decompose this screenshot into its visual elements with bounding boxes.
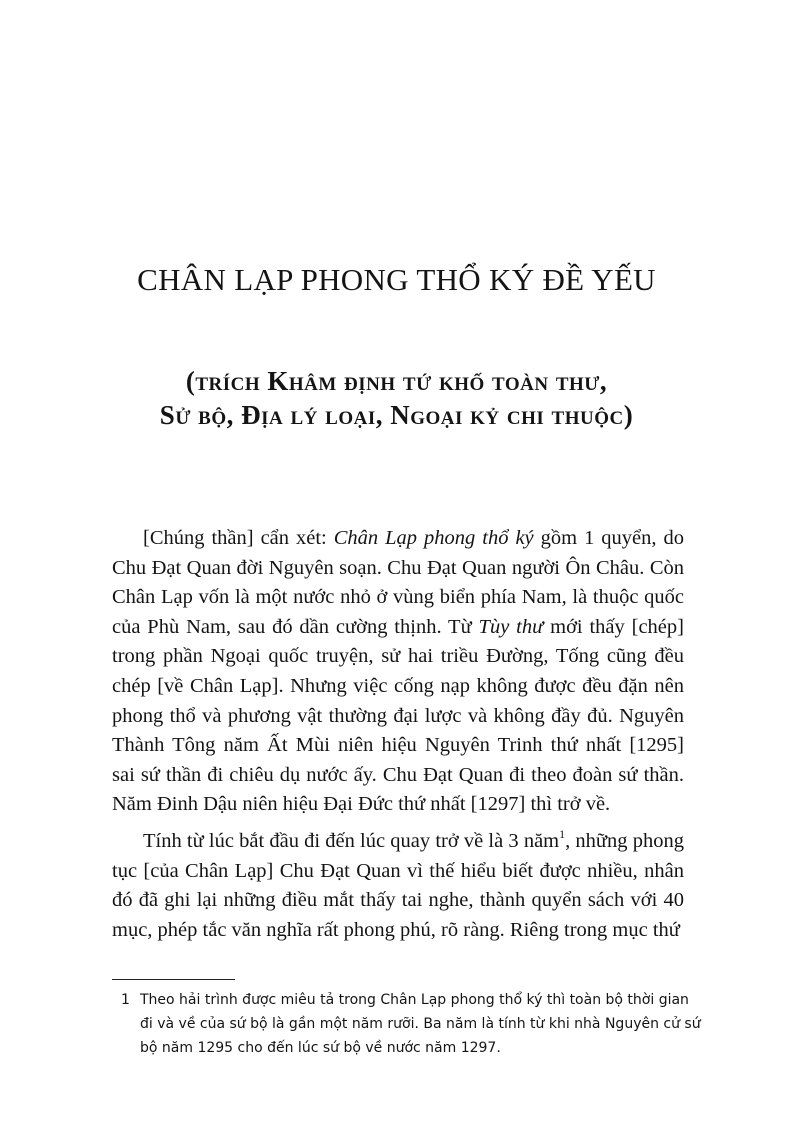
text-run: Chân Lạp vốn là một nước nhỏ ở vùng biển phía Nam, là thuộc quốc bbox=[112, 586, 684, 609]
text-run: của Phù Nam, sau đó dần cường thịnh. Từ bbox=[112, 615, 479, 638]
text-run: đó đã ghi lại những điều mắt thấy tai nghe, thành quyển sách với 40 bbox=[112, 889, 684, 912]
footnote-line: Theo hải trình được miêu tả trong Chân Lạp phong thổ ký thì toàn bộ thời gian bbox=[140, 992, 689, 1008]
paragraph-line bbox=[112, 613, 684, 643]
footnote-divider bbox=[112, 979, 235, 980]
italic-title: Tùy thư bbox=[478, 615, 544, 638]
italic-title: Chân Lạp phong thổ ký bbox=[333, 527, 534, 549]
paragraph-line bbox=[112, 583, 684, 613]
paragraph-line bbox=[112, 702, 684, 732]
footnote-line: bộ năm 1295 cho đến lúc sứ bộ về nước năm 1297. bbox=[140, 1040, 501, 1056]
paragraph-line bbox=[112, 672, 684, 702]
paragraph-line bbox=[112, 886, 684, 916]
text-run: gồm 1 quyển, do bbox=[533, 527, 685, 549]
footnote-number: 1 bbox=[121, 992, 130, 1008]
paragraph-line bbox=[112, 524, 684, 554]
text-run: trong phần Ngoại quốc truyện, sử hai triều Đường, Tống cũng đều bbox=[112, 645, 684, 668]
paragraph-line bbox=[112, 857, 684, 887]
text-run: chép [về Chân Lạp]. Nhưng việc cống nạp không được đều đặn nên bbox=[112, 674, 684, 697]
paragraph-line bbox=[112, 916, 684, 946]
paragraph-line bbox=[112, 731, 684, 761]
text-run: , những phong bbox=[565, 829, 684, 852]
chapter-subtitle-line-1: (trích Khâm định tứ khố toàn thư, bbox=[185, 366, 608, 396]
footnote-line: đi và về của sứ bộ là gần một năm rưỡi. Ba năm là tính từ khi nhà Nguyên cử sứ bbox=[140, 1016, 701, 1032]
text-run: sai sứ thần đi chiêu dụ nước ấy. Chu Đạt Quan đi theo đoàn sứ thần. bbox=[112, 763, 684, 786]
chapter-subtitle-line-2: Sử bộ, Địa lý loại, Ngoại kỷ chi thuộc) bbox=[159, 400, 634, 430]
paragraph-line bbox=[112, 761, 684, 791]
text-run: [Chúng thần] cẩn xét: bbox=[143, 527, 334, 549]
footnote-ref: 1 bbox=[559, 826, 566, 841]
paragraph-line bbox=[112, 642, 684, 672]
text-run: Thành Tông năm Ất Mùi niên hiệu Nguyên Trinh thứ nhất [1295] bbox=[112, 734, 684, 757]
text-run: tục [của Chân Lạp] Chu Đạt Quan vì thế hiểu biết được nhiều, nhân bbox=[112, 859, 684, 882]
paragraph-line bbox=[112, 554, 684, 584]
chapter-title: CHÂN LẠP PHONG THỔ KÝ ĐỀ YẾU bbox=[137, 262, 656, 297]
text-run: Tính từ lúc bắt đầu đi đến lúc quay trở về là 3 năm bbox=[143, 829, 560, 852]
paragraph-line bbox=[112, 827, 684, 857]
text-run: Năm Đinh Dậu niên hiệu Đại Đức thứ nhất [1297] thì trở về. bbox=[112, 793, 611, 816]
text-run: Chu Đạt Quan đời Nguyên soạn. Chu Đạt Quan người Ôn Châu. Còn bbox=[112, 556, 684, 579]
text-run: mới thấy [chép] bbox=[543, 615, 684, 638]
text-run: mục, phép tắc văn nghĩa rất phong phú, rõ ràng. Riêng trong mục thứ bbox=[112, 918, 680, 941]
paragraph-line bbox=[112, 790, 684, 820]
text-run: phong thổ và phương vật thường đại lược và không đầy đủ. Nguyên bbox=[112, 704, 684, 727]
body-text bbox=[112, 524, 684, 945]
